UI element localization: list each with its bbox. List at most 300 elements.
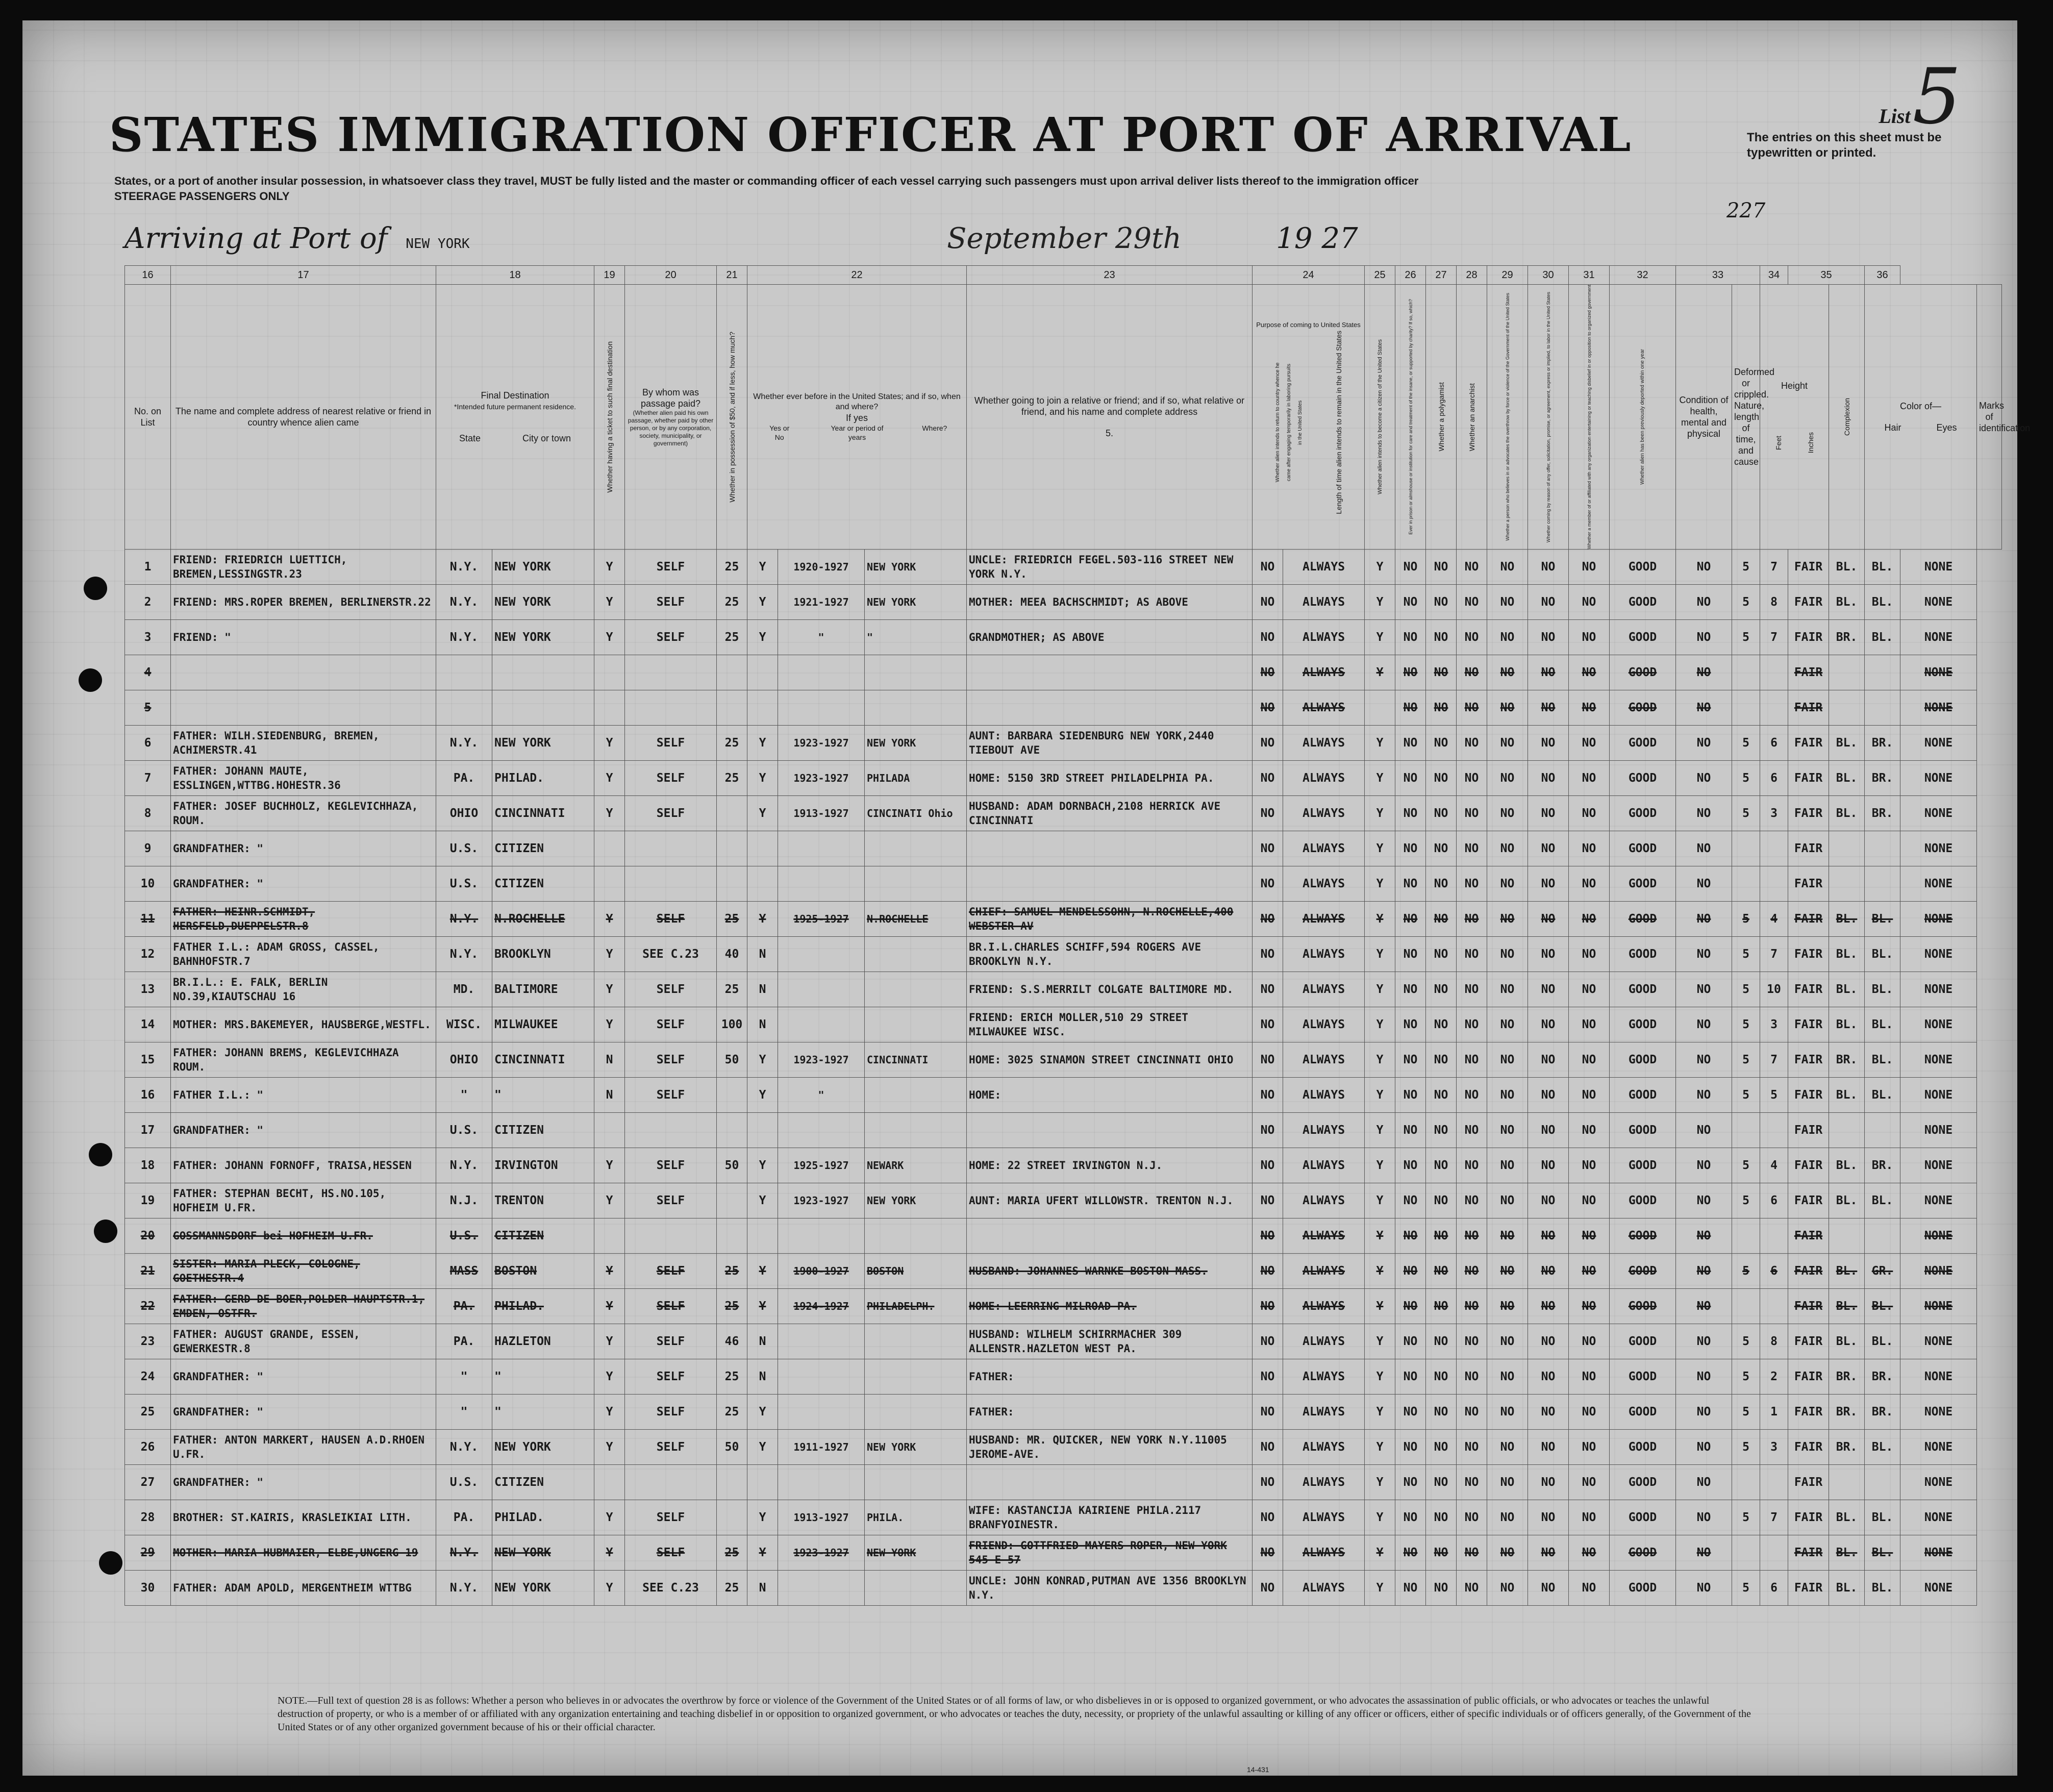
citizen-label: Whether alien intends to become a citizen of the United States bbox=[1376, 339, 1383, 495]
cell-p1: NO bbox=[1253, 726, 1283, 761]
cell-hair: BL. bbox=[1829, 1254, 1865, 1289]
cell-join: HOME: LEERRING MILROAD PA. bbox=[967, 1289, 1253, 1324]
col-num: 27 bbox=[1426, 266, 1457, 285]
cell-rel bbox=[171, 690, 436, 726]
cell-in bbox=[1760, 831, 1788, 866]
table-row bbox=[125, 831, 2002, 866]
cell-in: 2 bbox=[1760, 1359, 1788, 1395]
table-row bbox=[125, 1500, 2002, 1535]
cell-state: OHIO bbox=[436, 796, 492, 831]
cell-yn: N bbox=[747, 1324, 778, 1359]
cell-city: " bbox=[492, 1395, 594, 1430]
cell-rel bbox=[171, 655, 436, 690]
cell-city: TRENTON bbox=[492, 1183, 594, 1218]
cell-ft: 5 bbox=[1732, 1430, 1760, 1465]
sheet-number: 227 bbox=[1726, 199, 1766, 222]
cell-p1: NO bbox=[1253, 1007, 1283, 1042]
cell-stay: ALWAYS bbox=[1283, 1465, 1365, 1500]
cell-rel: GRANDFATHER: " bbox=[171, 1359, 436, 1395]
header-before-in-us bbox=[747, 285, 967, 550]
cell-health: GOOD bbox=[1610, 1078, 1676, 1113]
cell-city bbox=[492, 690, 594, 726]
cell-marks: NONE bbox=[1900, 655, 1977, 690]
cell-q25: NO bbox=[1395, 1078, 1426, 1113]
cell-no: 7 bbox=[125, 761, 171, 796]
cell-money: 46 bbox=[717, 1324, 747, 1359]
cell-q29: NO bbox=[1528, 1183, 1569, 1218]
cell-q28: NO bbox=[1487, 1289, 1528, 1324]
cell-stay: ALWAYS bbox=[1283, 1324, 1365, 1359]
cell-rel: MOTHER: MRS.BAKEMEYER, HAUSBERGE,WESTFL. bbox=[171, 1007, 436, 1042]
cell-q27: NO bbox=[1457, 1183, 1487, 1218]
cell-no: 21 bbox=[125, 1254, 171, 1289]
cell-cx: FAIR bbox=[1788, 655, 1829, 690]
cell-def: NO bbox=[1676, 1183, 1732, 1218]
cell-paid: SELF bbox=[625, 1007, 717, 1042]
cell-yn bbox=[747, 1218, 778, 1254]
cell-join: MOTHER: MEEA BACHSCHMIDT; AS ABOVE bbox=[967, 585, 1253, 620]
cell-q26: NO bbox=[1426, 585, 1457, 620]
cell-yrs bbox=[778, 1218, 865, 1254]
cell-in: 8 bbox=[1760, 1324, 1788, 1359]
cell-def: NO bbox=[1676, 1042, 1732, 1078]
cell-eyes bbox=[1865, 1113, 1900, 1148]
cell-money: 25 bbox=[717, 1359, 747, 1395]
cell-q29: NO bbox=[1528, 1078, 1569, 1113]
cell-def: NO bbox=[1676, 1465, 1732, 1500]
cell-city: NEW YORK bbox=[492, 550, 594, 585]
cell-q27: NO bbox=[1457, 831, 1487, 866]
cell-ticket: Y bbox=[594, 1148, 625, 1183]
cell-p1: NO bbox=[1253, 620, 1283, 655]
cell-q27: NO bbox=[1457, 866, 1487, 902]
cell-yn: N bbox=[747, 1359, 778, 1395]
col-num: 29 bbox=[1487, 266, 1528, 285]
cell-eyes: BL. bbox=[1865, 550, 1900, 585]
cell-stay: ALWAYS bbox=[1283, 550, 1365, 585]
cell-no: 5 bbox=[125, 690, 171, 726]
cell-q30: NO bbox=[1569, 690, 1610, 726]
col-num: 24 bbox=[1253, 266, 1365, 285]
cell-eyes: BL. bbox=[1865, 1535, 1900, 1571]
cell-money bbox=[717, 796, 747, 831]
cell-in: 3 bbox=[1760, 1430, 1788, 1465]
cell-yrs: 1911-1927 bbox=[778, 1430, 865, 1465]
cell-def: NO bbox=[1676, 831, 1732, 866]
cell-q30: NO bbox=[1569, 585, 1610, 620]
cell-p1: NO bbox=[1253, 761, 1283, 796]
table-row bbox=[125, 866, 2002, 902]
cell-city: " bbox=[492, 1078, 594, 1113]
cell-health: GOOD bbox=[1610, 655, 1676, 690]
before-in-us-label: Whether ever before in the United States; and if so, when and where? bbox=[753, 392, 961, 412]
cell-cx: FAIR bbox=[1788, 550, 1829, 585]
cell-def: NO bbox=[1676, 937, 1732, 972]
cell-yrs bbox=[778, 972, 865, 1007]
cell-in: 7 bbox=[1760, 1042, 1788, 1078]
cell-where bbox=[865, 1218, 967, 1254]
cell-q27: NO bbox=[1457, 1430, 1487, 1465]
table-row bbox=[125, 902, 2002, 937]
cell-in bbox=[1760, 655, 1788, 690]
cell-def: NO bbox=[1676, 1535, 1732, 1571]
table-row bbox=[125, 972, 2002, 1007]
cell-ticket: Y bbox=[594, 585, 625, 620]
cell-q27: NO bbox=[1457, 1007, 1487, 1042]
cell-join: HUSBAND: MR. QUICKER, NEW YORK N.Y.11005 JEROME-AVE. bbox=[967, 1430, 1253, 1465]
cell-eyes: BR. bbox=[1865, 726, 1900, 761]
header-q30 bbox=[1610, 285, 1676, 550]
cell-yn: Y bbox=[747, 1078, 778, 1113]
cell-join bbox=[967, 866, 1253, 902]
cell-q27: NO bbox=[1457, 902, 1487, 937]
cell-q25: NO bbox=[1395, 1254, 1426, 1289]
cell-marks: NONE bbox=[1900, 1535, 1977, 1571]
cell-q30: NO bbox=[1569, 1183, 1610, 1218]
cell-q30: NO bbox=[1569, 620, 1610, 655]
cell-eyes: BL. bbox=[1865, 1007, 1900, 1042]
cell-rel: MOTHER: MARIA HUBMAIER, ELBE,UNGERG 19 bbox=[171, 1535, 436, 1571]
cell-hair: BL. bbox=[1829, 585, 1865, 620]
table-row bbox=[125, 1535, 2002, 1571]
cell-ft: 5 bbox=[1732, 1007, 1760, 1042]
cell-city: NEW YORK bbox=[492, 585, 594, 620]
cell-q26: NO bbox=[1426, 796, 1457, 831]
cell-cit: Y bbox=[1365, 1183, 1395, 1218]
cell-eyes: BR. bbox=[1865, 796, 1900, 831]
cell-city: CITIZEN bbox=[492, 1465, 594, 1500]
cell-q25: NO bbox=[1395, 1535, 1426, 1571]
cell-in: 3 bbox=[1760, 796, 1788, 831]
cell-paid: SELF bbox=[625, 1535, 717, 1571]
cell-p1: NO bbox=[1253, 1500, 1283, 1535]
cell-yrs: " bbox=[778, 1078, 865, 1113]
cell-eyes: GR. bbox=[1865, 1254, 1900, 1289]
cell-q29: NO bbox=[1528, 1113, 1569, 1148]
col-num: 33 bbox=[1676, 266, 1760, 285]
cell-q26: NO bbox=[1426, 1078, 1457, 1113]
cell-eyes: BR. bbox=[1865, 761, 1900, 796]
cell-q29: NO bbox=[1528, 1359, 1569, 1395]
cell-stay: ALWAYS bbox=[1283, 761, 1365, 796]
cell-join: GRANDMOTHER; AS ABOVE bbox=[967, 620, 1253, 655]
cell-health: GOOD bbox=[1610, 937, 1676, 972]
cell-state: N.J. bbox=[436, 1183, 492, 1218]
list-box bbox=[1747, 53, 1961, 161]
cell-state: U.S. bbox=[436, 1218, 492, 1254]
purpose-sub: Whether alien intends to return to country whence he came after engaging temporarily in laboring pursuits in the United States bbox=[1274, 362, 1303, 483]
header-q28 bbox=[1528, 285, 1569, 550]
cell-marks: NONE bbox=[1900, 1042, 1977, 1078]
footnote: NOTE.—Full text of question 28 is as follows: Whether a person who believes in or advocates the overthrow by force or violence of the Government of the United States or of all forms of law, or who disbelieves in or is opposed to organized government, or who advocates the assassination of public officials, or who advocates or teaches the unlawful destruction of property, or who is a member of or affiliated with any organization entertaining and teaching disbelief in or opposition to organized government, or who advocates or teaches the duty, necessity, or propriety of the unlawful assaulting or killing of any officer or officers, either of specific individuals or of officers generally, of the Government of the United States or of any other organized government because of his or their official character. bbox=[278, 1695, 1751, 1733]
cell-join: FRIEND: S.S.MERRILT COLGATE BALTIMORE MD. bbox=[967, 972, 1253, 1007]
cell-q28: NO bbox=[1487, 1148, 1528, 1183]
cell-q29: NO bbox=[1528, 1465, 1569, 1500]
cell-ticket bbox=[594, 866, 625, 902]
arrival-year: 19 27 bbox=[1276, 222, 1358, 255]
cell-stay: ALWAYS bbox=[1283, 690, 1365, 726]
cell-where: NEW YORK bbox=[865, 1430, 967, 1465]
cell-in: 1 bbox=[1760, 1395, 1788, 1430]
q29-label: Whether a member of or affiliated with any organization entertaining or teaching disbelief in or opposition to organized government bbox=[1586, 285, 1592, 550]
cell-join bbox=[967, 1218, 1253, 1254]
cell-yn: Y bbox=[747, 902, 778, 937]
cell-yn: Y bbox=[747, 1500, 778, 1535]
cell-money: 25 bbox=[717, 1254, 747, 1289]
cell-yrs bbox=[778, 1113, 865, 1148]
cell-join: FRIEND: GOTTFRIED MAYERS ROPER, NEW YORK 545 E 57 bbox=[967, 1535, 1253, 1571]
cell-join: HOME: 5150 3RD STREET PHILADELPHIA PA. bbox=[967, 761, 1253, 796]
cell-city: CITIZEN bbox=[492, 1218, 594, 1254]
cell-q26: NO bbox=[1426, 1042, 1457, 1078]
table-row bbox=[125, 1113, 2002, 1148]
ticket-label: Whether having a ticket to such final destination bbox=[605, 341, 614, 493]
header-height bbox=[1760, 285, 1829, 550]
cell-eyes: BL. bbox=[1865, 1324, 1900, 1359]
cell-paid: SELF bbox=[625, 550, 717, 585]
cell-city: HAZLETON bbox=[492, 1324, 594, 1359]
cell-rel: FATHER: GERD DE BOER,POLDER HAUPTSTR.1, EMDEN, OSTFR. bbox=[171, 1289, 436, 1324]
cell-ft bbox=[1732, 1289, 1760, 1324]
cell-q29: NO bbox=[1528, 866, 1569, 902]
cell-p1: NO bbox=[1253, 1465, 1283, 1500]
cell-eyes: BL. bbox=[1865, 1078, 1900, 1113]
cell-q30: NO bbox=[1569, 761, 1610, 796]
cell-join: WIFE: KASTANCIJA KAIRIENE PHILA.2117 BRANFYOINESTR. bbox=[967, 1500, 1253, 1535]
cell-ft: 5 bbox=[1732, 1571, 1760, 1606]
cell-eyes: BL. bbox=[1865, 902, 1900, 937]
col-num: 16 bbox=[125, 266, 171, 285]
cell-p1: NO bbox=[1253, 1324, 1283, 1359]
cell-paid: SELF bbox=[625, 902, 717, 937]
cell-where bbox=[865, 1113, 967, 1148]
cell-ft: 5 bbox=[1732, 1148, 1760, 1183]
cell-cit: Y bbox=[1365, 1500, 1395, 1535]
cell-stay: ALWAYS bbox=[1283, 937, 1365, 972]
cell-rel: GRANDFATHER: " bbox=[171, 1465, 436, 1500]
cell-q28: NO bbox=[1487, 902, 1528, 937]
header-money bbox=[717, 285, 747, 550]
cell-q26: NO bbox=[1426, 690, 1457, 726]
cell-def: NO bbox=[1676, 1148, 1732, 1183]
cell-health: GOOD bbox=[1610, 1183, 1676, 1218]
cell-def: NO bbox=[1676, 585, 1732, 620]
instructions-text: States, or a port of another insular possession, in whatsoever class they travel, MUST be fully listed and the master or commanding officer of each vessel carrying such passengers must upon arrival deliver lists thereof to the immigration officer bbox=[114, 175, 1419, 187]
form-number: 14-431 bbox=[1247, 1765, 1269, 1774]
cell-q29: NO bbox=[1528, 1395, 1569, 1430]
cell-q27: NO bbox=[1457, 1535, 1487, 1571]
cell-q29: NO bbox=[1528, 726, 1569, 761]
cell-health: GOOD bbox=[1610, 1395, 1676, 1430]
cell-q28: NO bbox=[1487, 1183, 1528, 1218]
cell-where bbox=[865, 690, 967, 726]
cell-stay: ALWAYS bbox=[1283, 866, 1365, 902]
cell-health: GOOD bbox=[1610, 761, 1676, 796]
cell-in bbox=[1760, 866, 1788, 902]
cell-health: GOOD bbox=[1610, 1113, 1676, 1148]
cell-where: N.ROCHELLE bbox=[865, 902, 967, 937]
cell-p1: NO bbox=[1253, 1289, 1283, 1324]
cell-eyes: BL. bbox=[1865, 937, 1900, 972]
col-num: 19 bbox=[594, 266, 625, 285]
cell-where bbox=[865, 866, 967, 902]
cell-q27: NO bbox=[1457, 690, 1487, 726]
cell-ticket: Y bbox=[594, 1535, 625, 1571]
cell-hair: BL. bbox=[1829, 902, 1865, 937]
cell-q27: NO bbox=[1457, 1465, 1487, 1500]
cell-in: 7 bbox=[1760, 937, 1788, 972]
cell-hair: BL. bbox=[1829, 761, 1865, 796]
cell-hair bbox=[1829, 1218, 1865, 1254]
table-row bbox=[125, 1254, 2002, 1289]
cell-q25: NO bbox=[1395, 1113, 1426, 1148]
cell-ticket: Y bbox=[594, 550, 625, 585]
cell-q26: NO bbox=[1426, 866, 1457, 902]
cell-join: UNCLE: JOHN KONRAD,PUTMAN AVE 1356 BROOKLYN N.Y. bbox=[967, 1571, 1253, 1606]
join-relative-label: Whether going to join a relative or friend; and if so, what relative or friend, and his name and complete address bbox=[974, 395, 1245, 417]
cell-ticket: Y bbox=[594, 1183, 625, 1218]
table-row bbox=[125, 1007, 2002, 1042]
cell-q30: NO bbox=[1569, 1042, 1610, 1078]
cell-city: NEW YORK bbox=[492, 726, 594, 761]
header-color-of bbox=[1865, 285, 1977, 550]
cell-q28: NO bbox=[1487, 1042, 1528, 1078]
cell-yn: Y bbox=[747, 726, 778, 761]
cell-city: PHILAD. bbox=[492, 761, 594, 796]
cell-yrs: 1900-1927 bbox=[778, 1254, 865, 1289]
cell-state: " bbox=[436, 1359, 492, 1395]
cell-cit: Y bbox=[1365, 655, 1395, 690]
cell-eyes: BR. bbox=[1865, 1359, 1900, 1395]
cell-marks: NONE bbox=[1900, 1359, 1977, 1395]
cell-state: N.Y. bbox=[436, 1535, 492, 1571]
cell-yn: Y bbox=[747, 1254, 778, 1289]
cell-eyes: BR. bbox=[1865, 1395, 1900, 1430]
year-period-label: Year or period of years bbox=[831, 424, 884, 442]
arriving-label: Arriving at Port of bbox=[124, 222, 388, 255]
cell-where bbox=[865, 1007, 967, 1042]
cell-no: 27 bbox=[125, 1465, 171, 1500]
cell-health: GOOD bbox=[1610, 831, 1676, 866]
cell-def: NO bbox=[1676, 796, 1732, 831]
cell-q26: NO bbox=[1426, 761, 1457, 796]
cell-no: 20 bbox=[125, 1218, 171, 1254]
cell-def: NO bbox=[1676, 1289, 1732, 1324]
cell-state: U.S. bbox=[436, 1113, 492, 1148]
cell-cx: FAIR bbox=[1788, 1571, 1829, 1606]
cell-yrs bbox=[778, 866, 865, 902]
cell-stay: ALWAYS bbox=[1283, 726, 1365, 761]
cell-city: CITIZEN bbox=[492, 1113, 594, 1148]
cell-where bbox=[865, 1465, 967, 1500]
cell-city: IRVINGTON bbox=[492, 1148, 594, 1183]
cell-q26: NO bbox=[1426, 1359, 1457, 1395]
cell-state: N.Y. bbox=[436, 726, 492, 761]
cell-money: 25 bbox=[717, 726, 747, 761]
cell-q29: NO bbox=[1528, 761, 1569, 796]
table-row bbox=[125, 690, 2002, 726]
cell-q30: NO bbox=[1569, 1113, 1610, 1148]
cell-state: N.Y. bbox=[436, 1430, 492, 1465]
cell-in: 4 bbox=[1760, 902, 1788, 937]
cell-paid: SELF bbox=[625, 1359, 717, 1395]
cell-cit: Y bbox=[1365, 761, 1395, 796]
cell-cx: FAIR bbox=[1788, 866, 1829, 902]
header-marks: Marks of identification bbox=[1977, 285, 2002, 550]
cell-cx: FAIR bbox=[1788, 690, 1829, 726]
col-num: 23 bbox=[967, 266, 1253, 285]
cell-yrs: 1913-1927 bbox=[778, 1500, 865, 1535]
cell-q30: NO bbox=[1569, 902, 1610, 937]
cell-in bbox=[1760, 1289, 1788, 1324]
cell-paid: SELF bbox=[625, 1500, 717, 1535]
polygamist-label: Whether a polygamist bbox=[1437, 382, 1445, 452]
cell-paid: SELF bbox=[625, 1289, 717, 1324]
cell-q27: NO bbox=[1457, 1289, 1487, 1324]
cell-cx: FAIR bbox=[1788, 1395, 1829, 1430]
cell-q30: NO bbox=[1569, 1007, 1610, 1042]
cell-cx: FAIR bbox=[1788, 796, 1829, 831]
cell-def: NO bbox=[1676, 1395, 1732, 1430]
col-num: 31 bbox=[1569, 266, 1610, 285]
cell-join: HUSBAND: JOHANNES WARNKE BOSTON MASS. bbox=[967, 1254, 1253, 1289]
cell-hair: BL. bbox=[1829, 1324, 1865, 1359]
table-row bbox=[125, 1078, 2002, 1113]
cell-health: GOOD bbox=[1610, 1254, 1676, 1289]
cell-q29: NO bbox=[1528, 1042, 1569, 1078]
cell-paid bbox=[625, 1465, 717, 1500]
cell-q25: NO bbox=[1395, 1007, 1426, 1042]
table-row bbox=[125, 1430, 2002, 1465]
cell-stay: ALWAYS bbox=[1283, 1113, 1365, 1148]
overthrow-label: Whether a person who believes in or advocates the overthrow by force or violence of the Government of the United States bbox=[1505, 293, 1510, 541]
cell-no: 25 bbox=[125, 1395, 171, 1430]
cell-yn bbox=[747, 655, 778, 690]
cell-yrs: 1924-1927 bbox=[778, 1289, 865, 1324]
cell-q28: NO bbox=[1487, 726, 1528, 761]
table-row bbox=[125, 1395, 2002, 1430]
cell-ft: 5 bbox=[1732, 1395, 1760, 1430]
cell-money: 25 bbox=[717, 585, 747, 620]
cell-cit: Y bbox=[1365, 1042, 1395, 1078]
cell-q25: NO bbox=[1395, 796, 1426, 831]
cell-hair: BL. bbox=[1829, 1535, 1865, 1571]
cell-cx: FAIR bbox=[1788, 1289, 1829, 1324]
cell-join bbox=[967, 831, 1253, 866]
cell-q25: NO bbox=[1395, 1148, 1426, 1183]
table-row bbox=[125, 1218, 2002, 1254]
cell-no: 28 bbox=[125, 1500, 171, 1535]
cell-paid bbox=[625, 690, 717, 726]
cell-cx: FAIR bbox=[1788, 1500, 1829, 1535]
cell-join: HOME: bbox=[967, 1078, 1253, 1113]
cell-marks: NONE bbox=[1900, 1113, 1977, 1148]
col-num: 17 bbox=[171, 266, 436, 285]
cell-eyes: BL. bbox=[1865, 1571, 1900, 1606]
cell-cit: Y bbox=[1365, 1289, 1395, 1324]
cell-where: PHILADELPH. bbox=[865, 1289, 967, 1324]
cell-health: GOOD bbox=[1610, 585, 1676, 620]
cell-q28: NO bbox=[1487, 585, 1528, 620]
cell-money: 25 bbox=[717, 1571, 747, 1606]
cell-yrs: 1923-1927 bbox=[778, 1042, 865, 1078]
cell-health: GOOD bbox=[1610, 690, 1676, 726]
cell-yrs: 1923-1927 bbox=[778, 761, 865, 796]
cell-q26: NO bbox=[1426, 1500, 1457, 1535]
cell-yn: Y bbox=[747, 550, 778, 585]
cell-marks: NONE bbox=[1900, 1324, 1977, 1359]
cell-ft: 5 bbox=[1732, 937, 1760, 972]
